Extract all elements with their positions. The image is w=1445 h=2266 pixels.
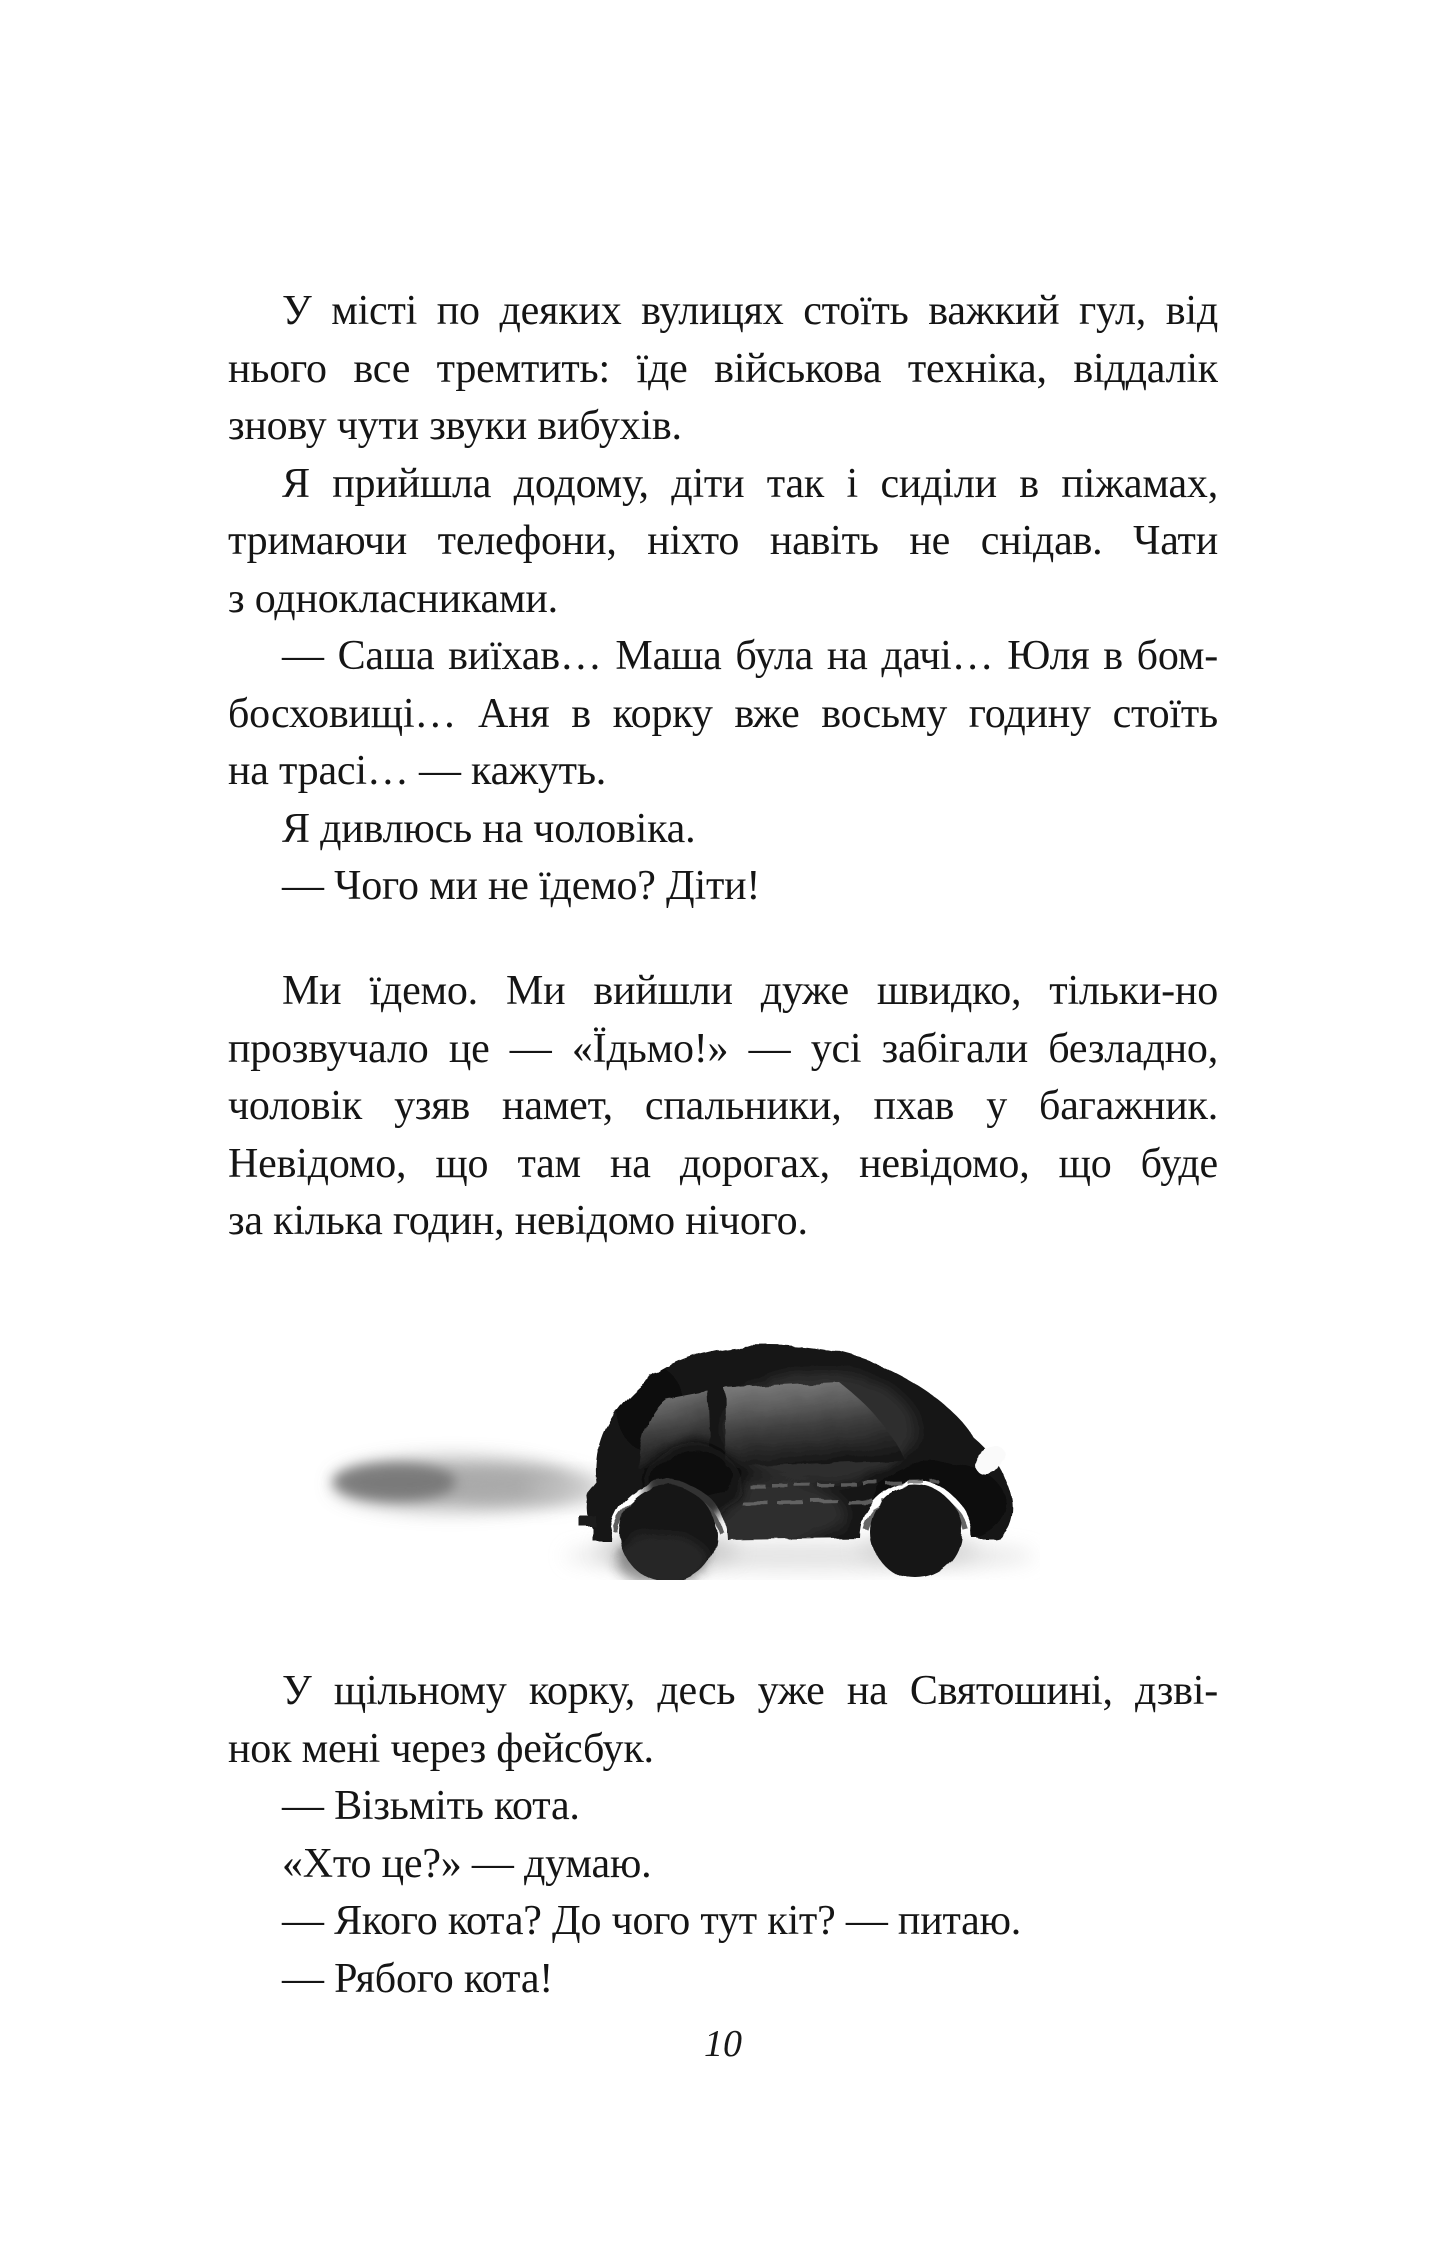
paragraph [228,1663,1218,1778]
text-line: Я прийшла додому, діти так і сиділи в піжамах, [282,460,1218,507]
text-line: У місті по деяких вулицях стоїть важкий гул, від [282,288,1218,334]
text-line: — Якого кота? До чого тут кіт? — питаю. [282,1898,1022,1944]
text-line: за кілька годин, невідомо нічого. [228,1198,808,1244]
paragraph-dialogue [228,1778,1218,1836]
text-section-bottom [228,1663,1218,2008]
paragraph [228,1836,1218,1894]
paragraph-dialogue [228,858,1218,916]
text-line: — Рябого кота! [282,1955,554,2002]
text-line: тримаючи телефони, ніхто навіть не снідав. Чати [228,518,1218,564]
text-line: — Чого ми не їдемо? Діти! [282,863,761,909]
paragraph [228,283,1218,456]
text-line: знову чути звуки вибухів. [228,403,682,449]
text-line: прозвучало це — «Їдьмо!» — усі забігали безладно, [228,1025,1218,1072]
text-section-middle [228,963,1218,1251]
page-number: 10 [704,2023,742,2065]
paragraph-dialogue [228,628,1218,801]
paragraph [228,801,1218,859]
text-line: з однокласниками. [228,575,558,622]
text-line: босховищі… Аня в корку вже восьму годину стоїть [228,690,1218,737]
paragraph [228,456,1218,629]
paragraph-dialogue [228,1893,1218,1951]
text-line: Я дивлюсь на чоловіка. [282,805,696,852]
text-line: чоловік узяв намет, спальники, пхав у багажник. [228,1083,1218,1129]
text-line: Невідомо, що там на дорогах, невідомо, що буде [228,1140,1218,1187]
car-door-line-1 [748,1483,940,1485]
text-line: — Саша виїхав… Маша була на дачі… Юля в бом- [282,633,1218,679]
paragraph [228,963,1218,1251]
text-line: «Хто це?» — думаю. [282,1840,652,1887]
text-line: нього все тремтить: їде військова техніка, віддалік [228,345,1218,392]
text-line: — Візьміть кота. [282,1783,580,1829]
exhaust-smoke [333,1459,608,1509]
car-illustration [300,1288,1040,1580]
paragraph-dialogue [228,1951,1218,2009]
text-line: У щільному корку, десь уже на Святошині, дзві- [282,1668,1218,1714]
text-section-top [228,283,1218,916]
text-line: на трасі… — кажуть. [228,748,607,794]
car-rear-hitch [579,1515,595,1526]
car-wheel-front [870,1486,962,1578]
text-line: Ми їдемо. Ми вийшли дуже швидко, тільки-но [282,968,1218,1014]
text-line: нок мені через фейсбук. [228,1725,654,1772]
